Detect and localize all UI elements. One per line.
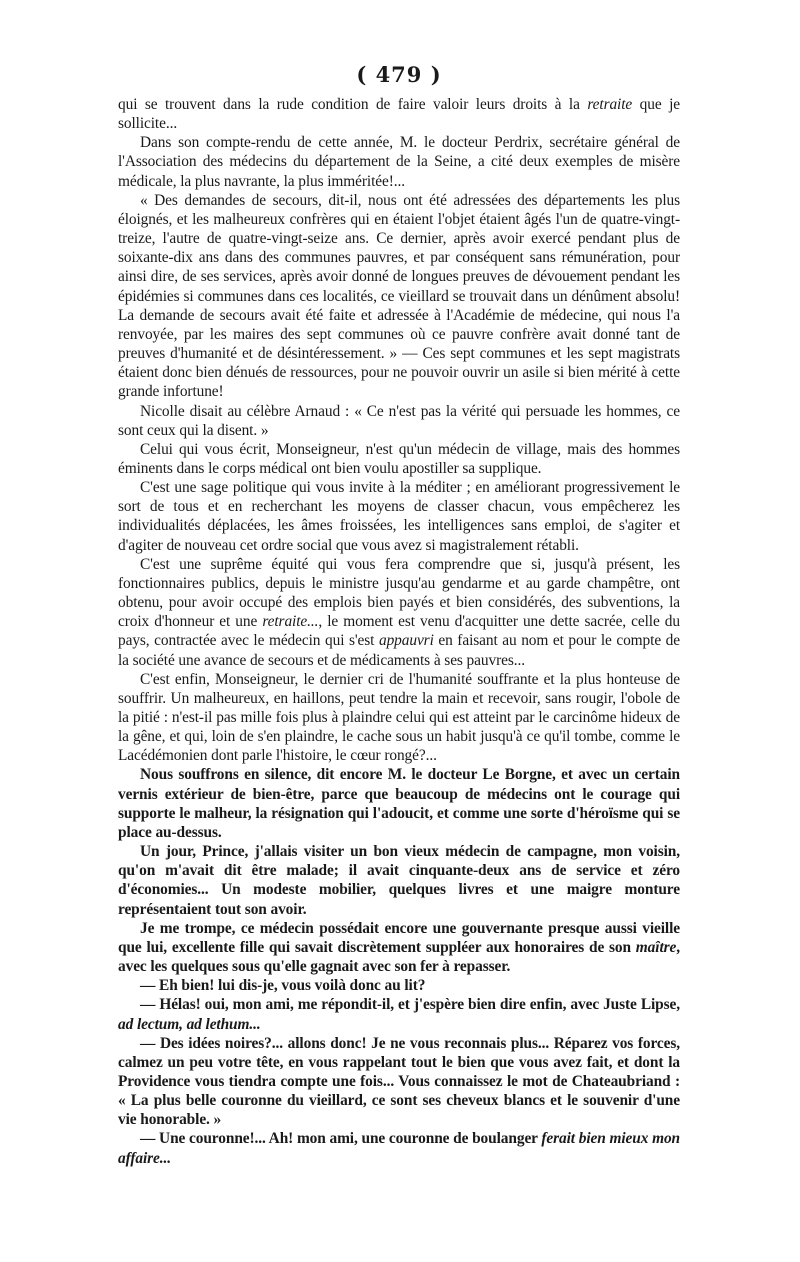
paragraph-supreme-equite: C'est une suprême équité qui vous fera comprendre que si, jusqu'à présent, les fonctionnaires publics, depuis le ministre jusqu'au gendarme et au garde champêtre, ont obtenu, pour avoir occupé des emplois bien payés et bien considérés, des subventions, la croix d'honneur et une retraite..., le moment est venu d'acquitter une dette sacrée, celle du pays, contractée avec le médecin qui s'est appauvri en faisant au nom et pour le compte de la société une avance de secours et de médicaments à ses pauvres... (118, 555, 681, 669)
paragraph-je-me-trompe: Je me trompe, ce médecin possédait encore une gouvernante presque aussi vieille que lui, excellente fille qui savait discrètement suppléer aux honoraires de son maître, avec les quelques sous qu'elle gagnait avec son fer à repasser. (118, 919, 680, 976)
paragraph-dialogue-lit: — Eh bien! lui dis-je, vous voilà donc au lit? (140, 977, 426, 995)
page-body (118, 95, 680, 1168)
paragraph-dialogue-idees: — Des idées noires?... allons donc! Je ne vous reconnais plus... Réparez vos forces, calmez un peu votre tête, en vous rappelant tout le bien que vous avez fait, et dont la Providence vous tiendra compte une fois... Vous connaissez le mot de Chateaubriand : « La plus belle couronne du vieillard, ce sont ses cheveux blancs et le souvenir d'une vie honorable. » (118, 1034, 680, 1129)
paragraph-dernier-cri: C'est enfin, Monseigneur, le dernier cri de l'humanité souffrante et la plus honteuse de souffrir. Un malheureux, en haillons, peut tendre la main et recevoir, sans rougir, l'obole de la pitié : n'est-il pas mille fois plus à plaindre celui qui est atteint par le carcinôme hideux de la gêne, et qui, loin de s'en plaindre, le cache sous un habit jusqu'à ce qu'il tombe, comme le Lacédémonien dont parle l'histoire, le cœur rongé?... (118, 670, 680, 765)
page-number: ( 479 ) (356, 62, 442, 87)
paragraph-sage-politique: C'est une sage politique qui vous invite à la méditer ; en améliorant progressivement le sort de tous et en recherchant les moyens de classer chacun, vous empêcherez les individualités déplacées, les âmes froissées, les intelligences sans emploi, de s'agiter et d'agiter de nouveau cet ordre social que vous avez si magistralement rétabli. (118, 479, 680, 554)
paragraph-quote-demandes: « Des demandes de secours, dit-il, nous ont été adressées des départements les plus éloignés, et les malheureux confrères qui en étaient l'objet étaient âgés l'un de quatre-vingt-treize, l'autre de quatre-vingt-seize ans. Ce dernier, après avoir exercé pendant plus de soixante-dix ans dans des communes pauvres, et par conséquent sans rémunération, pour ainsi dire, de ses services, après avoir donné de longues preuves de dévouement pendant les épidémies si communes dans ces localités, ce vieillard se trouvait dans un dénûment absolu! La demande de secours avait été faite et adressée à l'Académie de médecine, qui nous l'a renvoyée, par les maires des sept communes où ce pauvre confrère avait donné tant de preuves d'humanité et de désintéressement. » — Ces sept communes et les sept magistrats étaient donc bien dénués de ressources, pour ne pouvoir ouvrir un asile si bien mérité à cette grande infortune! (118, 191, 680, 401)
paragraph-nicolle: Nicolle disait au célèbre Arnaud : « Ce n'est pas la vérité qui persuade les hommes, ce sont ceux qui la disent. » (118, 402, 680, 439)
paragraph-retraite: qui se trouvent dans la rude condition de faire valoir leurs droits à la retraite que je sollicite... (118, 96, 680, 133)
paragraph-perdrix: Dans son compte-rendu de cette année, M. le docteur Perdrix, secrétaire général de l'Association des médecins du département de la Seine, a cité deux exemples de misère médicale, la plus navrante, la plus imméritée!... (118, 134, 680, 190)
paragraph-dialogue-couronne: — Une couronne!... Ah! mon ami, une couronne de boulanger ferait bien mieux mon affaire... (118, 1130, 680, 1167)
paragraph-medecin-village: Celui qui vous écrit, Monseigneur, n'est qu'un médecin de village, mais des hommes éminents dans le corps médical ont bien voulu apostiller sa supplique. (118, 440, 680, 477)
paragraph-dialogue-helas: — Hélas! oui, mon ami, me répondit-il, et j'espère bien dire enfin, avec Juste Lipse, ad lectum, ad lethum... (118, 996, 680, 1033)
paragraph-nous-souffrons: Nous souffrons en silence, dit encore M. le docteur Le Borgne, et avec un certain vernis extérieur de bien-être, parce que beaucoup de médecins ont le courage qui supporte le malheur, la résignation qui l'adoucit, et comme une sorte d'héroïsme qui se place au-dessus. (118, 766, 680, 841)
paragraph-un-jour: Un jour, Prince, j'allais visiter un bon vieux médecin de campagne, mon voisin, qu'on m'avait dit être malade; il avait cinquante-deux ans de service et zéro d'économies... Un modeste mobilier, quelques livres et une maigre monture représentaient tout son avoir. (118, 843, 680, 918)
